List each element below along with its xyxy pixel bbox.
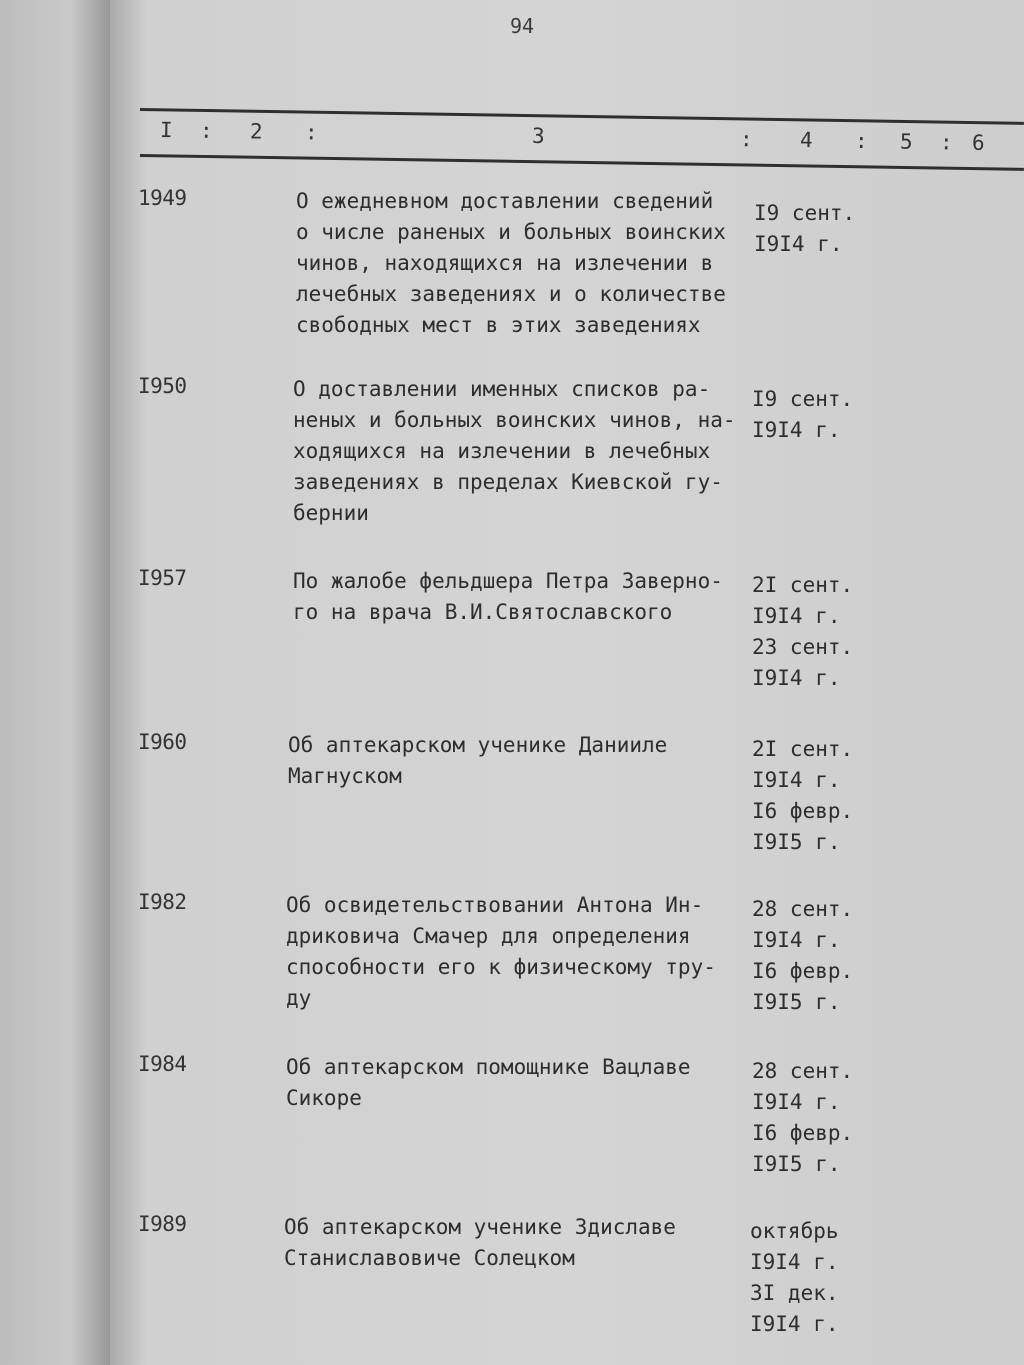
entry-title: О ежедневном доставлении сведений о числе раненых и больных воинских чинов, находящихся на излечении в лечебных заведениях и о количестве свободных мест в этих заведениях: [296, 189, 726, 337]
entry-title: Об аптекарском ученике Здиславе Станиславовиче Солецком: [284, 1215, 676, 1270]
book-spine-edge: [0, 0, 118, 1365]
entry-number: I950: [138, 374, 187, 398]
entry-dates: 28 сент. I9I4 г. I6 февр. I9I5 г.: [752, 1059, 854, 1176]
entry-title: Об аптекарском помощнике Вацлаве Сикоре: [286, 1055, 691, 1110]
entry-title: По жалобе фельдшера Петра Заверно- го на врача В.И.Святославского: [293, 569, 723, 624]
entry-number: I982: [138, 890, 187, 914]
column-header-3: 3: [531, 123, 545, 149]
column-header-sep: :: [939, 130, 953, 155]
column-header-4: 4: [799, 128, 813, 153]
column-header-sep: :: [854, 128, 868, 154]
entry-dates: 28 сент. I9I4 г. I6 февр. I9I5 г.: [752, 897, 854, 1014]
entry-dates: 2I сент. I9I4 г. I6 февр. I9I5 г.: [752, 737, 854, 854]
column-header-5: 5: [899, 129, 913, 154]
page-number: 94: [510, 14, 535, 38]
entry-number: I957: [138, 566, 187, 590]
entry-dates: октябрь I9I4 г. 3I дек. I9I4 г.: [750, 1219, 839, 1336]
column-header-6: 6: [971, 130, 985, 155]
entry-dates: I9 сент. I9I4 г.: [754, 201, 856, 256]
entry-number: I984: [138, 1052, 187, 1076]
entry-dates: 2I сент. I9I4 г. 23 сент. I9I4 г.: [752, 573, 854, 690]
entry-title: О доставлении именных списков ра- неных и больных воинских чинов, на- ходящихся на излечении в лечебных заведениях в пределах Киевской гу- бернии: [293, 377, 736, 525]
column-header-sep: :: [739, 127, 753, 152]
column-header-sep: :: [199, 118, 213, 143]
entry-title: Об освидетельствовании Антона Ин- дриковича Смачер для определения способности его к физическому тру- ду: [286, 893, 716, 1010]
entry-title: Об аптекарском ученике Данииле Магнуском: [288, 733, 668, 788]
entry-number: I989: [138, 1212, 187, 1236]
column-header-2: 2: [249, 119, 263, 144]
entry-dates: I9 сент. I9I4 г.: [752, 387, 854, 442]
column-header-1: I: [159, 118, 173, 143]
column-header-sep: :: [304, 120, 318, 145]
entry-number: 1949: [138, 186, 187, 210]
entry-number: I960: [138, 730, 187, 754]
